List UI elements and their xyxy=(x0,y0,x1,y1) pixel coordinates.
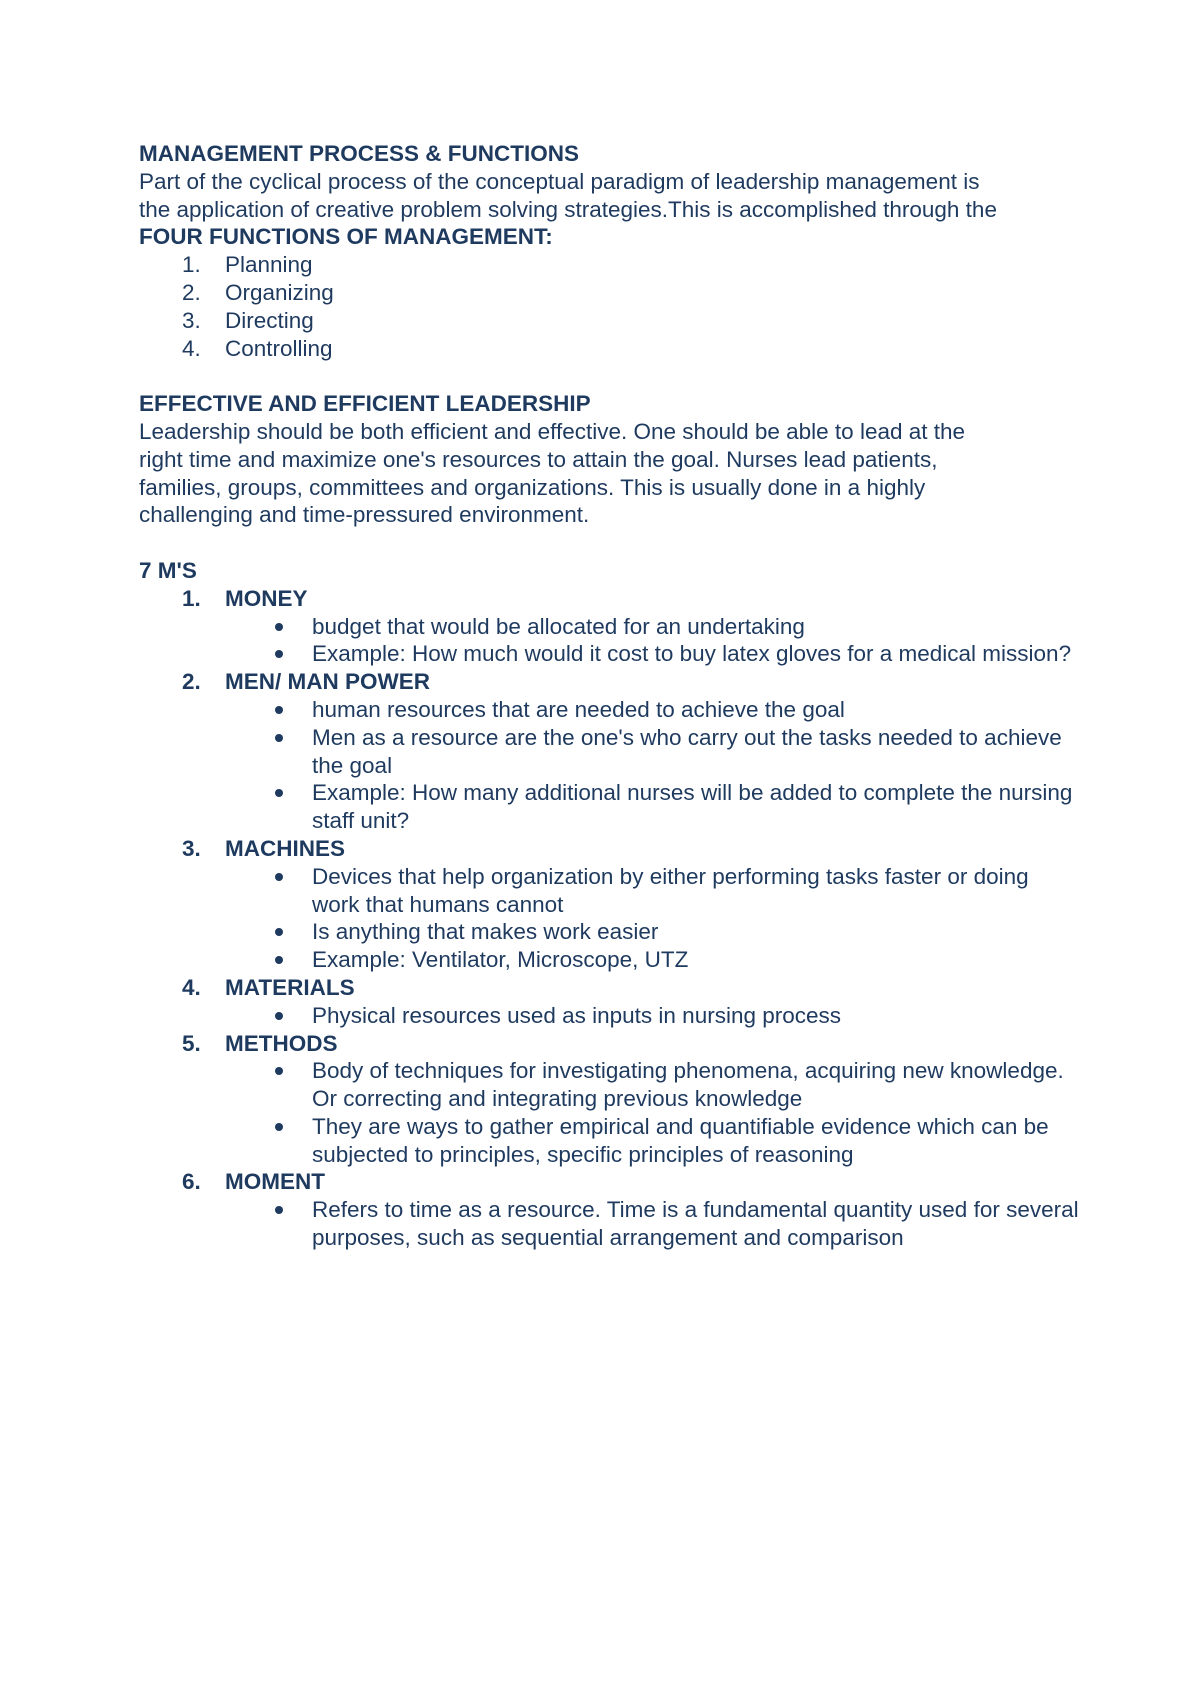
leadership-line-2: right time and maximize one's resources to attain the goal. Nurses lead patients, xyxy=(139,446,938,472)
ms-heading xyxy=(139,668,1079,696)
bullet-list xyxy=(139,696,1079,835)
bullet-text: Refers to time as a resource. Time is a fundamental quantity used for several purposes, such as sequential arrangement and comparison xyxy=(312,1197,1079,1251)
intro-line-1: Part of the cyclical process of the conceptual paradigm of leadership management is xyxy=(139,168,980,194)
ms-heading xyxy=(139,585,1079,613)
bullet-dot-icon xyxy=(275,706,283,714)
ms-number: 2. xyxy=(182,669,201,695)
bullet-dot-icon xyxy=(275,1012,283,1020)
bullet-text: Example: How many additional nurses will be added to complete the nursing staff unit? xyxy=(312,780,1073,834)
function-label: Directing xyxy=(225,307,314,333)
section-title-management-process: MANAGEMENT PROCESS & FUNCTIONS xyxy=(139,141,580,166)
bullet-dot-icon xyxy=(275,1206,283,1214)
document-page xyxy=(139,140,1079,1252)
ms-number: 1. xyxy=(182,585,201,611)
ms-heading xyxy=(139,974,1079,1002)
bullet-text: Example: How much would it cost to buy latex gloves for a medical mission? xyxy=(312,641,1072,667)
bullet-dot-icon xyxy=(275,623,283,631)
bullet-item xyxy=(139,918,1079,946)
bullet-text: Devices that help organization by either performing tasks faster or doing work that humans cannot xyxy=(312,863,1029,917)
ms-number: 4. xyxy=(182,974,201,1000)
ms-heading xyxy=(139,1030,1079,1058)
bullet-item xyxy=(139,779,1079,835)
function-number: 3. xyxy=(182,307,201,333)
ms-label: METHODS xyxy=(225,1030,338,1056)
bullet-item xyxy=(139,696,1079,724)
bullet-text: Is anything that makes work easier xyxy=(312,919,659,945)
ms-item-moment xyxy=(139,1168,1079,1251)
section-title-7ms: 7 M'S xyxy=(139,557,197,583)
ms-item-materials xyxy=(139,974,1079,1030)
spacer xyxy=(139,529,1079,557)
bullet-dot-icon xyxy=(275,956,283,964)
ms-item-methods xyxy=(139,1030,1079,1169)
ms-heading xyxy=(139,835,1079,863)
ms-label: MOMENT xyxy=(225,1169,325,1195)
bullet-dot-icon xyxy=(275,734,283,742)
bullet-item xyxy=(139,1057,1079,1113)
ms-label: MONEY xyxy=(225,585,308,611)
ms-list xyxy=(139,585,1079,1252)
functions-list xyxy=(139,251,1079,362)
bullet-item xyxy=(139,1002,1079,1030)
bullet-text: budget that would be allocated for an undertaking xyxy=(312,613,805,639)
function-item xyxy=(139,335,1079,363)
ms-number: 5. xyxy=(182,1030,201,1056)
bullet-list xyxy=(139,1196,1079,1252)
leadership-line-3: families, groups, committees and organizations. This is usually done in a highly xyxy=(139,474,926,500)
function-label: Controlling xyxy=(225,335,333,361)
ms-heading xyxy=(139,1168,1079,1196)
bullet-text: Physical resources used as inputs in nursing process xyxy=(312,1002,842,1028)
ms-item-machines xyxy=(139,835,1079,974)
ms-label: MEN/ MAN POWER xyxy=(225,669,430,695)
bullet-list xyxy=(139,613,1079,669)
bullet-list xyxy=(139,1057,1079,1168)
bullet-dot-icon xyxy=(275,650,283,658)
bullet-item xyxy=(139,946,1079,974)
bullet-text: They are ways to gather empirical and quantifiable evidence which can be subjected to principles, specific principles of reasoning xyxy=(312,1113,1049,1167)
function-label: Organizing xyxy=(225,279,334,305)
bullet-item xyxy=(139,640,1079,668)
bullet-item xyxy=(139,1196,1079,1252)
bullet-item xyxy=(139,863,1079,919)
ms-label: MACHINES xyxy=(225,835,346,861)
function-item xyxy=(139,307,1079,335)
ms-number: 3. xyxy=(182,835,201,861)
bullet-item xyxy=(139,1113,1079,1169)
function-label: Planning xyxy=(225,252,313,278)
bullet-text: Example: Ventilator, Microscope, UTZ xyxy=(312,947,689,973)
bullet-list xyxy=(139,1002,1079,1030)
four-functions-heading: FOUR FUNCTIONS OF MANAGEMENT: xyxy=(139,224,553,250)
function-number: 1. xyxy=(182,252,201,278)
bullet-item xyxy=(139,613,1079,641)
bullet-dot-icon xyxy=(275,1123,283,1131)
bullet-item xyxy=(139,724,1079,780)
bullet-dot-icon xyxy=(275,789,283,797)
bullet-list xyxy=(139,863,1079,974)
bullet-text: Men as a resource are the one's who carry out the tasks needed to achieve the goal xyxy=(312,724,1062,778)
function-number: 2. xyxy=(182,279,201,305)
leadership-line-1: Leadership should be both efficient and effective. One should be able to lead at the xyxy=(139,418,966,444)
spacer xyxy=(139,362,1079,390)
function-item xyxy=(139,251,1079,279)
bullet-text: human resources that are needed to achieve the goal xyxy=(312,696,845,722)
ms-item-money xyxy=(139,585,1079,668)
intro-line-2: the application of creative problem solving strategies.This is accomplished through the xyxy=(139,196,997,222)
bullet-dot-icon xyxy=(275,873,283,881)
function-number: 4. xyxy=(182,335,201,361)
section-title-leadership: EFFECTIVE AND EFFICIENT LEADERSHIP xyxy=(139,391,591,417)
bullet-dot-icon xyxy=(275,928,283,936)
ms-item-men xyxy=(139,668,1079,835)
function-item xyxy=(139,279,1079,307)
ms-label: MATERIALS xyxy=(225,974,355,1000)
bullet-text: Body of techniques for investigating phenomena, acquiring new knowledge. Or correcting and integrating previous knowledge xyxy=(312,1058,1064,1112)
leadership-line-4: challenging and time-pressured environment. xyxy=(139,502,590,528)
ms-number: 6. xyxy=(182,1169,201,1195)
bullet-dot-icon xyxy=(275,1067,283,1075)
